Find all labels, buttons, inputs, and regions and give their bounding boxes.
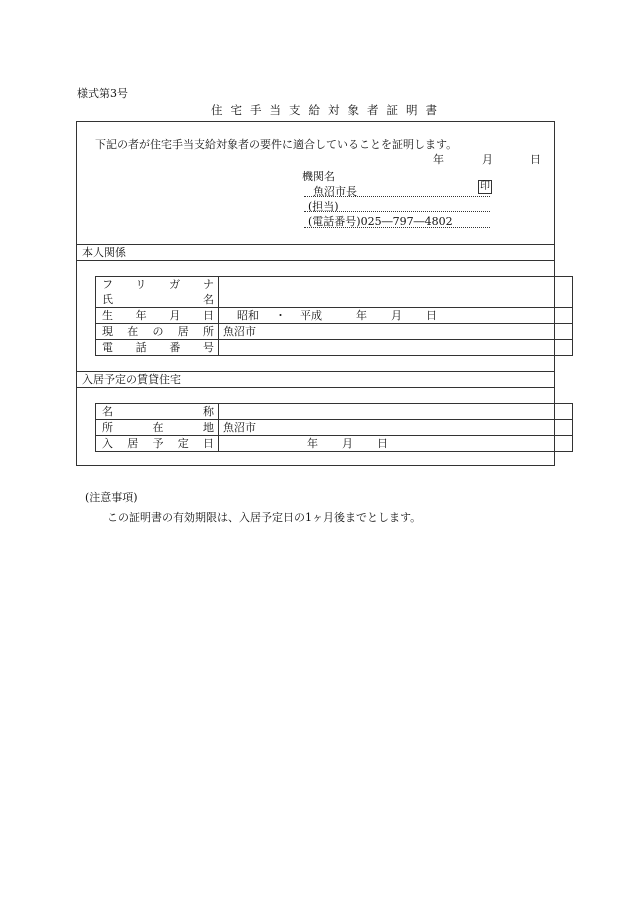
address-label: 現在の居所 (96, 324, 219, 340)
phone-line (304, 227, 490, 228)
move-in-date-field[interactable] (219, 436, 573, 452)
housing-name-field[interactable] (219, 404, 573, 420)
address-field[interactable]: 魚沼市 (219, 324, 573, 340)
seal-mark: 印 (480, 181, 490, 192)
document-title: 住宅手当支給対象者証明書 (211, 103, 445, 117)
move-in-date-label: 入居予定日 (96, 436, 219, 452)
table-row (96, 308, 573, 324)
birth-month-label: 月 (391, 308, 402, 322)
move-year-label: 年 (307, 436, 318, 450)
name-label: 氏名 (96, 292, 219, 308)
person-phone-label: 電話番号 (96, 340, 219, 356)
era-showa: 昭和 (237, 308, 259, 322)
cert-date-day-label: 日 (530, 153, 541, 166)
charge-label: (担当) (308, 200, 339, 213)
section-person-heading: 本人関係 (82, 246, 126, 259)
name-field[interactable] (219, 277, 573, 308)
form-number: 様式第3号 (77, 87, 128, 100)
notes-heading: (注意事項) (85, 491, 138, 504)
table-row (96, 340, 573, 356)
org-name-label: 機関名 (302, 170, 335, 183)
person-phone-field[interactable] (219, 340, 573, 356)
notes-body: この証明書の有効期限は、入居予定日の1ヶ月後までとします。 (107, 511, 422, 524)
org-name-value: 魚沼市長 (313, 185, 357, 198)
divider-person (77, 244, 554, 245)
location-label: 所在地 (96, 420, 219, 436)
move-month-label: 月 (342, 436, 353, 450)
cert-date-year-label: 年 (433, 153, 444, 166)
divider-person-under (77, 260, 554, 261)
cert-date-month-label: 月 (482, 153, 493, 166)
section-housing-heading: 入居予定の賃貸住宅 (82, 373, 181, 386)
furigana-label: フリガナ (96, 277, 219, 293)
birth-day-label: 日 (426, 308, 437, 322)
era-separator: ・ (275, 308, 286, 322)
housing-name-label: 名称 (96, 404, 219, 420)
era-heisei: 平成 (300, 308, 322, 322)
certification-statement: 下記の者が住宅手当支給対象者の要件に適合していることを証明します。 (95, 138, 458, 151)
location-field[interactable]: 魚沼市 (219, 420, 573, 436)
birth-year-label: 年 (356, 308, 367, 322)
person-table (95, 276, 573, 356)
birth-date-label: 生年月日 (96, 308, 219, 324)
birth-date-field[interactable] (219, 308, 573, 324)
move-day-label: 日 (377, 436, 388, 450)
divider-housing-under (77, 387, 554, 388)
table-row (96, 404, 573, 420)
org-name-line (304, 196, 490, 197)
housing-table (95, 403, 573, 452)
table-row (96, 420, 573, 436)
charge-line (304, 211, 490, 212)
table-row (96, 277, 573, 293)
issuer-phone: (電話番号)025―797―4802 (308, 215, 453, 228)
divider-housing (77, 371, 554, 372)
table-row (96, 324, 573, 340)
table-row (96, 436, 573, 452)
